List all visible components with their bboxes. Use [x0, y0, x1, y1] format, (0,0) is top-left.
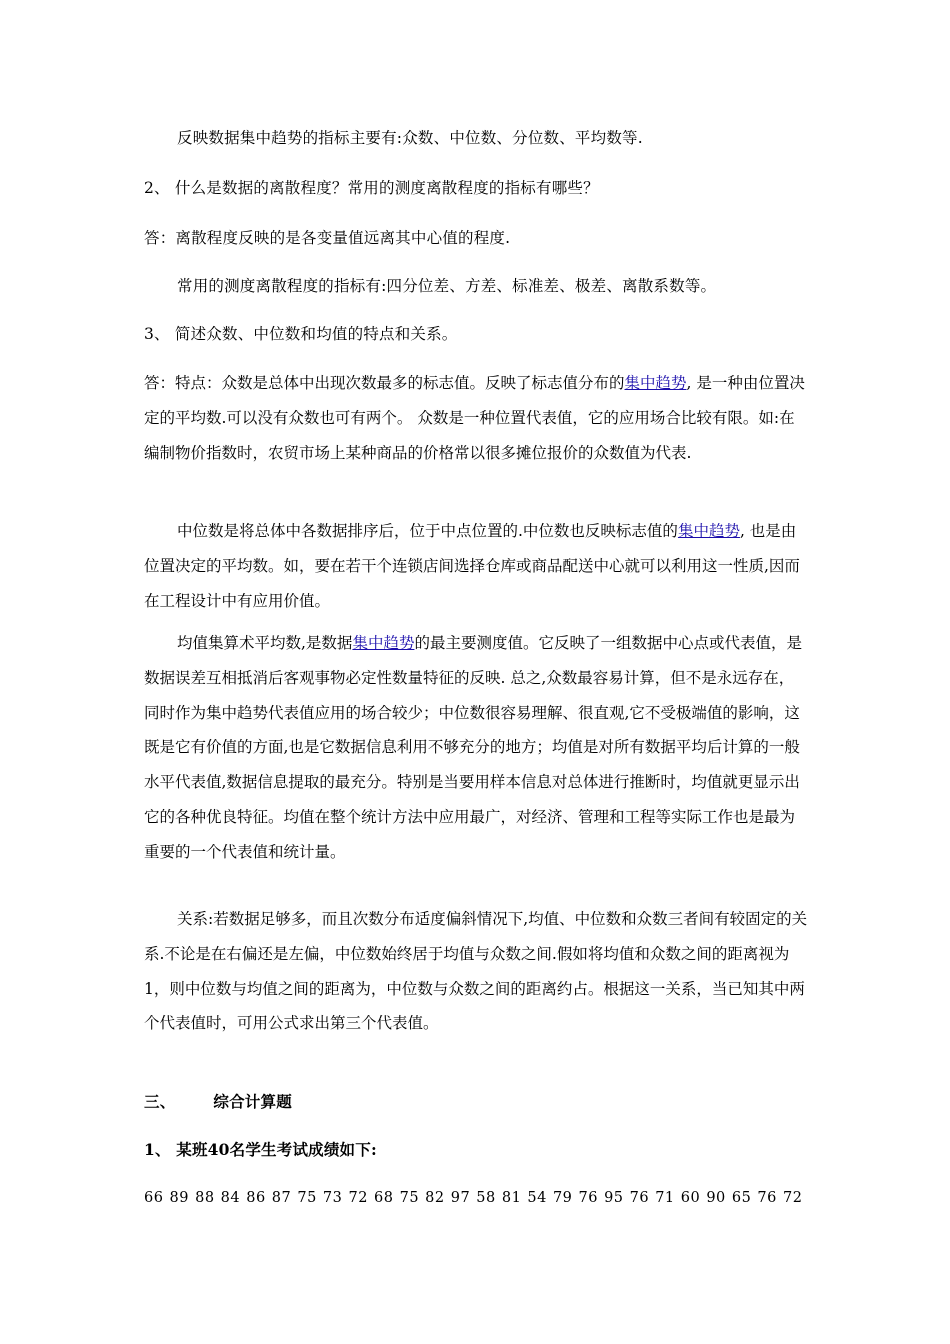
- answer-3-mean-text-a: 均值集算术平均数,是数据: [177, 634, 353, 652]
- section-3-number: 三、: [144, 1092, 176, 1111]
- answer-3-mode-text-b: , 是一种由位置决定的平均数.可以没有众数也可有两个。 众数是一种位置代表值，它的应用场合比较有限。如:在编制物价指数时，农贸市场上某种商品的价格常以很多摊位报价的众数值为代表.: [144, 374, 805, 462]
- answer-3-mean-text-b: 的最主要测度值。它反映了一组数据中心点或代表值，是数据误差互相抵消后客观事物必定性数量特征的反映. 总之,众数最容易计算，但不是永远存在，同时作为集中趋势代表值应用的场合较少；中位数很容易理解、很直观,它不受极端值的影响，这既是它有价值的方面,也是它数据信息利用不够充分的地方；均值是对所有数据平均后计算的一般水平代表值,数据信息提取的最充分。特别是当要用样本信息对总体进行推断时，均值就更显示出它的各种优良特征。均值在整个统计方法中应用最广，对经济、管理和工程等实际工作也是最为重要的一个代表值和统计量。: [144, 634, 802, 861]
- question-3: 3、 简述众数、中位数和均值的特点和关系。: [144, 325, 458, 343]
- answer-3-median-text-a: 中位数是将总体中各数据排序后，位于中点位置的.中位数也反映标志值的: [177, 522, 678, 540]
- problem-1-label: 1、 某班40名学生考试成绩如下:: [144, 1140, 377, 1159]
- central-tendency-link[interactable]: 集中趋势: [677, 522, 740, 540]
- answer-3-mode-paragraph: [144, 366, 808, 470]
- answer-3-relationship-text: 关系:若数据足够多，而且次数分布适度偏斜情况下,均值、中位数和众数三者间有较固定的关系.不论是在右偏还是左偏，中位数始终居于均值与众数之间.假如将均值和众数之间的距离视为1，则中位数与均值之间的距离为，中位数与众数之间的距离约占。根据这一关系，当已知其中两个代表值时，可用公式求出第三个代表值。: [144, 910, 808, 1033]
- answer-3-median-text-b: , 也是由位置决定的平均数。如，要在若干个连锁店间选择仓库或商品配送中心就可以利用这一性质,因而在工程设计中有应用价值。: [144, 522, 800, 610]
- central-tendency-link[interactable]: 集中趋势: [624, 374, 687, 392]
- central-tendency-indicators-text: 反映数据集中趋势的指标主要有:众数、中位数、分位数、平均数等.: [177, 129, 643, 147]
- answer-3-mode-text-a: 答：特点：众数是总体中出现次数最多的标志值。反映了标志值分布的: [144, 374, 625, 392]
- answer-2-definition: 答：离散程度反映的是各变量值远离其中心值的程度.: [144, 229, 511, 247]
- section-3-heading: [144, 1092, 814, 1112]
- central-tendency-link[interactable]: 集中趋势: [352, 634, 415, 652]
- question-2: 2、 什么是数据的离散程度？常用的测度离散程度的指标有哪些？: [144, 179, 599, 197]
- section-3-title: 综合计算题: [213, 1092, 292, 1111]
- answer-2-indicators: 常用的测度离散程度的指标有:四分位差、方差、标准差、极差、离散系数等。: [177, 277, 717, 295]
- answer-3-mean-paragraph: [144, 626, 808, 870]
- answer-3-relationship-paragraph: [144, 902, 808, 1041]
- scores-row: 66 89 88 84 86 87 75 73 72 68 75 82 97 58 81 54 79 76 95 76 71 60 90 65 76 72: [144, 1190, 803, 1206]
- answer-3-median-paragraph: [144, 514, 808, 618]
